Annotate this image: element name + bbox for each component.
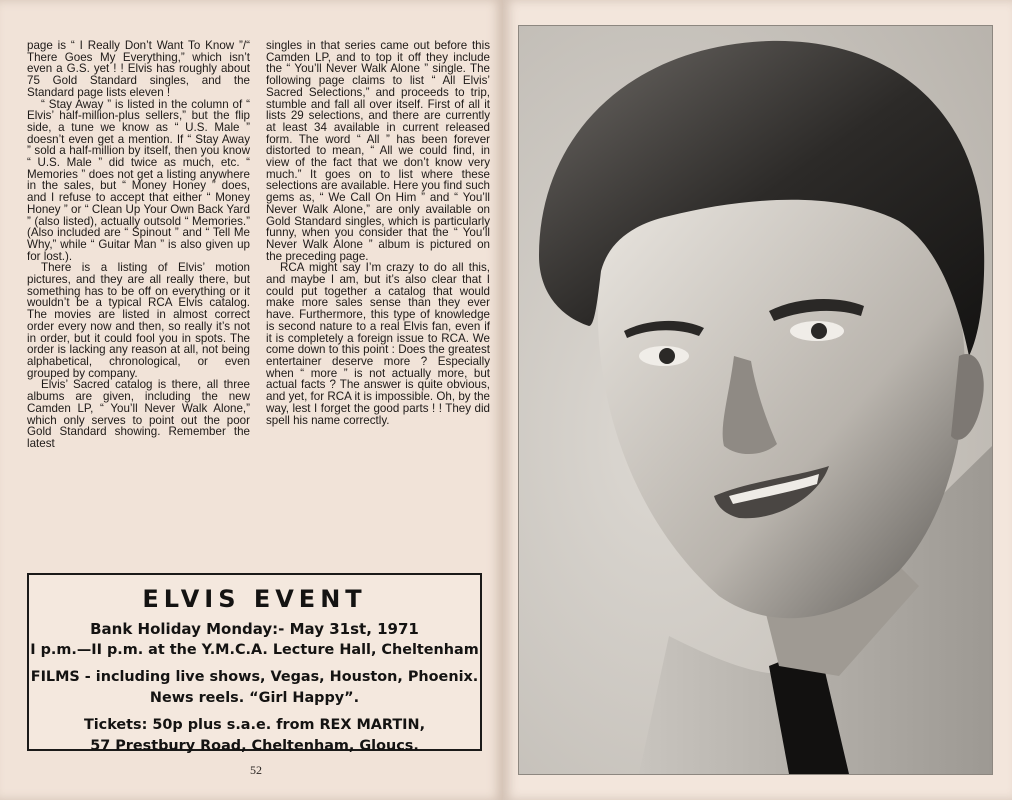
page-number: 52	[250, 763, 262, 777]
paragraph: page is “ I Really Don’t Want To Know ”/“ There Goes My Everything,” which isn’t even a G.S. yet ! ! Elvis has roughly about 75 Gold Standard singles, and the Standard page lists eleven !	[27, 40, 250, 99]
paragraph: singles in that series came out before this Camden LP, and to top it off they include the “ You’ll Never Walk Alone ” single. The following page claims to list “ All Elvis’ Sacred Selections,” and proceeds to trip, stumble and fall all over itself. First of all it lists 29 selections, and there are currently at least 34 available in current released form. The word “ All ” has been forever distorted to mean, “ All we could find, in view of the fact that we don’t know very much.” It goes on to list where these selections are available. Here you find such gems as, “ We Call On Him ” and “ You’ll Never Walk Alone,” are only available on Gold Standard singles, which is particularly funny, when you consider that the “ You’ll Never Walk Alone ” album is pictured on the preceding page.	[266, 40, 490, 263]
event-title: ELVIS EVENT	[142, 585, 367, 613]
article-column-2	[266, 40, 490, 560]
event-news: News reels. “Girl Happy”.	[149, 690, 360, 706]
article-column-1	[27, 40, 250, 570]
event-films: FILMS - including live shows, Vegas, Houston, Phoenix.	[30, 669, 479, 685]
paragraph: Elvis’ Sacred catalog is there, all three albums are given, including the new Camden LP, “ You’ll Never Walk Alone,” which only serves to point out the poor Gold Standard showing. Remember the latest	[27, 378, 250, 450]
event-advertisement	[27, 573, 482, 754]
left-page	[0, 0, 503, 800]
event-address: 57 Prestbury Road, Cheltenham, Gloucs.	[90, 738, 419, 754]
paragraph: “ Stay Away ” is listed in the column of “ Elvis’ half-million-plus sellers,” but the flip side, a tune we know as “ U.S. Male ” doesn’t even get a mention. If “ Stay Away ” sold a half-million by itself, then you know “ U.S. Male ” did twice as much, etc. “ Memories ” does not get a listing anywhere in the sales, but “ Money Honey ” does, and I refuse to accept that either “ Money Honey ” or “ Clean Up Your Own Back Yard ” (also listed), actually outsold “ Memories.” (Also included are “ Spinout ” and “ Tell Me Why,” while “ Guitar Man ” is also given up for lost.).	[27, 97, 250, 263]
event-time-place: I p.m.—II p.m. at the Y.M.C.A. Lecture Hall, Cheltenham	[30, 642, 479, 658]
paragraph: There is a listing of Elvis’ motion pictures, and they are all really there, but something has to be off on everything or it wouldn’t be a typical RCA Elvis catalog. The movies are listed in almost correct order every now and then, so really it’s not in order, but it could fool you in spots. The order is lacking any reason at all, not being alphabetical, chronological, or even grouped by company.	[27, 261, 250, 380]
event-date: Bank Holiday Monday:- May 31st, 1971	[90, 620, 419, 638]
paragraph: RCA might say I’m crazy to do all this, and maybe I am, but it’s also clear that I could put together a catalog that would make more sales sense than they ever have. Furthermore, this type of knowledge is second nature to a real Elvis fan, even if it is completely a foreign issue to RCA. We come down to this point : Does the greatest entertainer deserve more ? Especially when “ more ” is not actually more, but actual facts ? The answer is quite obvious, and yet, for RCA it is impossible. Oh, by the way, lest I forget the good parts ! ! They did spell his name correctly.	[266, 261, 490, 427]
event-tickets: Tickets: 50p plus s.a.e. from REX MARTIN,	[83, 717, 426, 733]
portrait-photo	[518, 25, 993, 775]
